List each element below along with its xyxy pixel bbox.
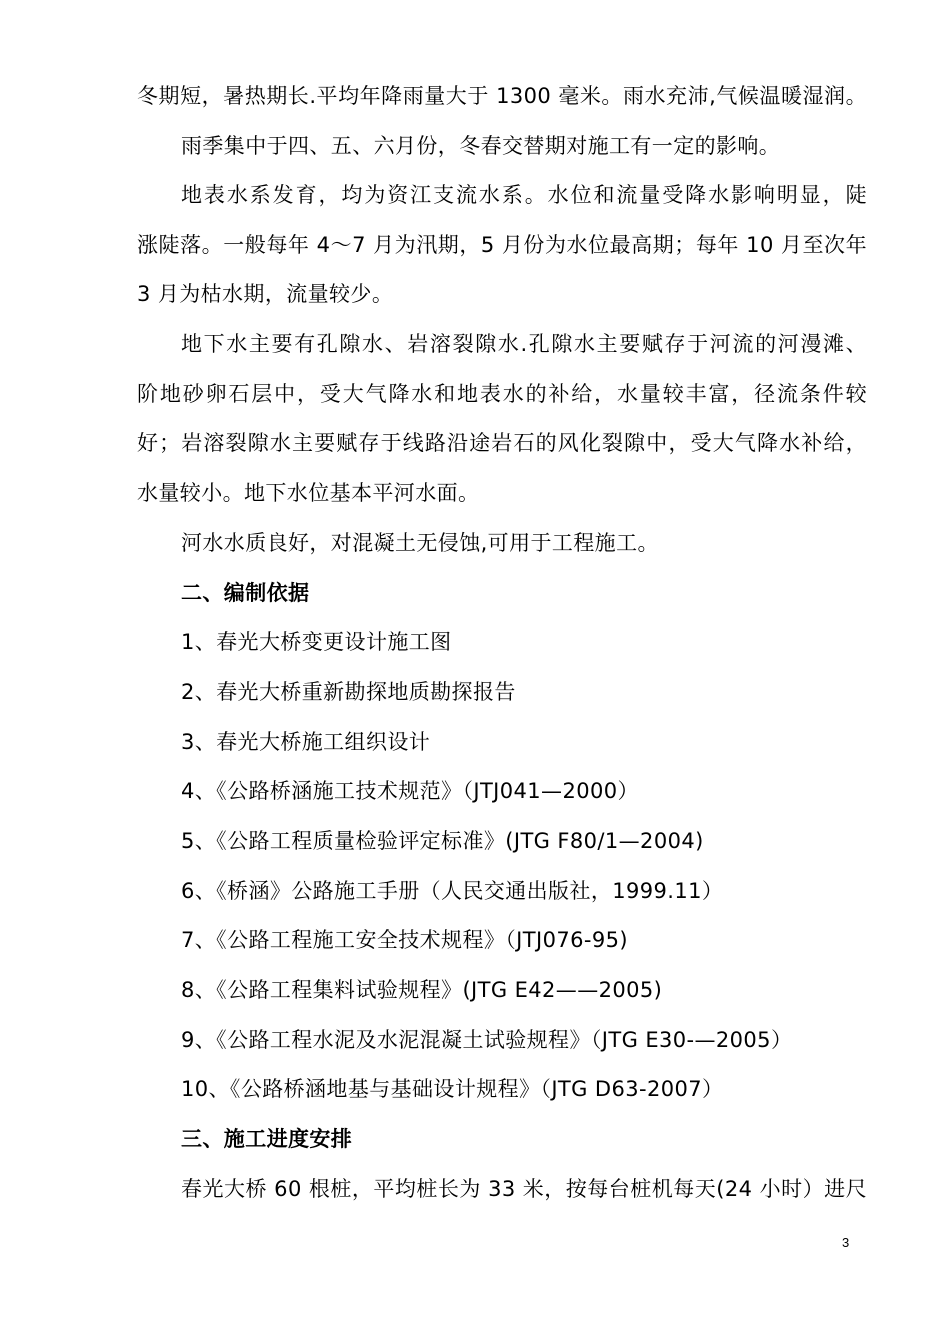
basis-item-4: 4、《公路桥涵施工技术规范》（JTJ041—2000）	[181, 779, 639, 803]
paragraph-river-water-quality: 河水水质良好，对混凝土无侵蚀,可用于工程施工。	[181, 531, 659, 555]
paragraph-schedule-line-1: 春光大桥 60 根桩，平均桩长为 33 米，按每台桩机每天(24 小时）进尺	[181, 1177, 867, 1201]
paragraph-climate-line-1: 冬期短，暑热期长.平均年降雨量大于 1300 毫米。雨水充沛,气候温暖湿润。	[137, 84, 867, 108]
paragraph-surface-water-line-1: 地表水系发育，均为资江支流水系。水位和流量受降水影响明显，陡	[181, 183, 867, 207]
basis-item-9: 9、《公路工程水泥及水泥混凝土试验规程》（JTG E30-—2005）	[181, 1028, 793, 1052]
basis-item-1: 1、春光大桥变更设计施工图	[181, 630, 452, 654]
basis-item-3: 3、春光大桥施工组织设计	[181, 730, 431, 754]
paragraph-surface-water-line-3: 3 月为枯水期，流量较少。	[137, 282, 394, 306]
page-number: 3	[842, 1235, 850, 1250]
paragraph-groundwater-line-2: 阶地砂卵石层中，受大气降水和地表水的补给，水量较丰富，径流条件较	[137, 382, 867, 406]
section-heading-schedule: 三、施工进度安排	[181, 1127, 353, 1151]
basis-item-8: 8、《公路工程集料试验规程》(JTG E42——2005)	[181, 978, 663, 1002]
basis-item-5: 5、《公路工程质量检验评定标准》(JTG F80/1—2004)	[181, 829, 704, 853]
section-heading-compilation-basis: 二、编制依据	[181, 581, 310, 605]
basis-item-6: 6、《桥涵》公路施工手册（人民交通出版社，1999.11）	[181, 879, 724, 903]
paragraph-groundwater-line-4: 水量较小。地下水位基本平河水面。	[137, 481, 480, 505]
basis-item-2: 2、春光大桥重新勘探地质勘探报告	[181, 680, 516, 704]
basis-item-7: 7、《公路工程施工安全技术规程》（JTJ076-95)	[181, 928, 628, 952]
paragraph-rainy-season: 雨季集中于四、五、六月份，冬春交替期对施工有一定的影响。	[181, 134, 781, 158]
paragraph-surface-water-line-2: 涨陡落。一般每年 4～7 月为汛期，5 月份为水位最高期；每年 10 月至次年	[137, 233, 867, 257]
paragraph-groundwater-line-1: 地下水主要有孔隙水、岩溶裂隙水.孔隙水主要赋存于河流的河漫滩、	[181, 332, 867, 356]
basis-item-10: 10、《公路桥涵地基与基础设计规程》（JTG D63-2007）	[181, 1077, 724, 1101]
paragraph-groundwater-line-3: 好；岩溶裂隙水主要赋存于线路沿途岩石的风化裂隙中，受大气降水补给，	[137, 431, 867, 455]
